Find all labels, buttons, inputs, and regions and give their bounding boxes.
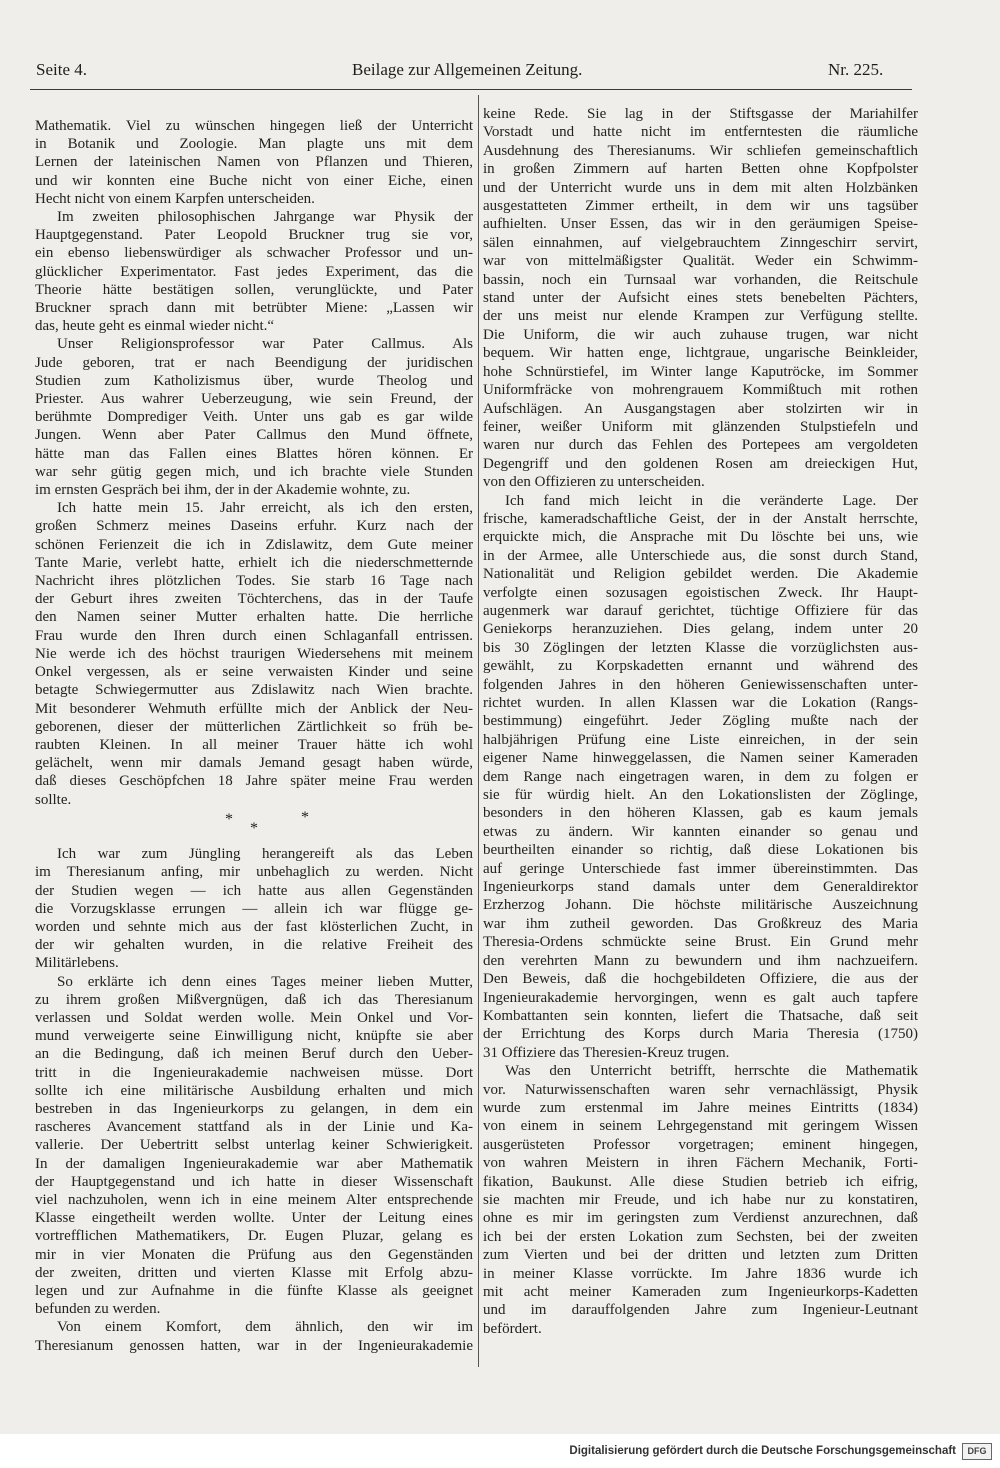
text-line: Uniformfräcke von mohrengrauem Kommißtuch mit rothen (483, 382, 918, 399)
text-line: Degengriff und den goldenen Rosen am dreieckigen Hut, (483, 455, 918, 472)
paragraph (35, 845, 473, 972)
text-line: Klasse eingetheilt werden wollte. Unter der Leitung eines (35, 1210, 473, 1227)
text-line: Mathematik. Viel zu wünschen hingegen ließ der Unterricht (35, 118, 473, 134)
text-line: eigener Name hinweggelassen, die Namen seiner Kameraden (483, 750, 918, 767)
text-line: verlassen und Soldat werden wolle. Mein Onkel und Vor- (35, 1009, 473, 1026)
text-line: bassin, noch ein Turnsaal war vorhanden, die Reitschule (483, 271, 918, 288)
text-line: mir in vier Monaten die Prüfung aus den Gegenständen (35, 1246, 473, 1263)
text-line: an die Bedingung, daß ich meinen Beruf durch den Ueber- (35, 1046, 473, 1063)
text-line: war sehr gütig gegen mich, und ich brachte viele Stunden (35, 463, 473, 480)
text-line: dem Range nach eingetragen waren, in dem zu folgen er (483, 768, 918, 785)
text-line: Aufschlägen. An Ausgangstagen aber stolzirten wir in (483, 400, 918, 417)
text-line: daß dieses Geschöpfchen 18 Jahre später meine Frau werden (35, 773, 473, 790)
text-line: fikation, Baukunst. Alle diese Studien betrieb ich eifrig, (483, 1173, 918, 1190)
text-line: mund verweigerte seine Einwilligung nicht, knüpfte sie aber (35, 1028, 473, 1045)
text-line: der uns meist nur elende Krampen zur Verfügung stellte. (483, 308, 918, 325)
column-2 (483, 105, 918, 1338)
text-line: war ihm zutheil geworden. Das Großkreuz des Maria (483, 915, 918, 932)
text-line: der Studien wegen — ich hatte aus allen Gegenständen (35, 882, 473, 899)
text-line: sie machten mir Freude, und ich habe nur zu konstatiren, (483, 1191, 918, 1208)
text-line: von den Offizieren zu unterscheiden. (483, 474, 705, 491)
text-line: bis 30 Zöglingen der letzten Klasse die vorzüglichsten aus- (483, 639, 918, 656)
text-line: Nachricht ihres plötzlichen Todes. Sie starb 16 Tage nach (35, 573, 473, 590)
text-line: Ingenieurkorps stand damals unter dem Generaldirektor (483, 879, 918, 896)
paragraph (35, 208, 473, 335)
text-line: folgenden Jahres in den höheren Geniewissenschaften unter- (483, 676, 918, 693)
text-line: Militärlebens. (35, 955, 119, 972)
text-line: und der Unterricht wurde uns in dem mit alten Holzbänken (483, 179, 918, 196)
text-line: Bruckner sprach dann mit betrübter Miene: „Lassen wir (35, 300, 473, 317)
text-line: Geniekorps heranzuziehen. Dies gelang, indem unter 20 (483, 621, 918, 638)
text-line: Ich fand mich leicht in die veränderte Lage. Der (505, 492, 918, 509)
text-line: feiner, weißer Uniform mit glänzenden Stulpstiefeln und (483, 418, 918, 435)
text-line: mit acht meiner Kameraden zum Ingenieurkorps-Kadetten (483, 1284, 918, 1300)
text-line: hätte man das Fallen eines Blattes hören können. Er (35, 445, 473, 462)
text-line: und im darauffolgenden Jahre zum Ingenieur-Leutnant (483, 1302, 918, 1319)
text-line: befördert. (483, 1320, 542, 1337)
text-line: Unser Religionsprofessor war Pater Callmus. Als (57, 336, 473, 353)
text-line: Jude geboren, trat er nach Beendigung der juridischen (35, 354, 473, 371)
text-line: Mit besonderer Wehmuth erfüllte mich der Anblick der Neu- (35, 700, 473, 717)
text-line: rascheres Avancement stattfand als in der Linie und Ka- (35, 1119, 473, 1136)
text-line: Frau wurde den Ihren durch einen Schlaganfall entrissen. (35, 627, 473, 644)
text-line: den verehrten Mann zu bewundern und ihm nachzueifern. (483, 952, 918, 969)
text-line: von einem in seinem Lehrgegenstand mit geringem Wissen (483, 1118, 918, 1135)
text-line: der wir gehalten wurden, in die relative Freiheit des (35, 937, 473, 954)
text-line: sie für würdig hielt. An den Lokationslisten der Zöglinge, (483, 787, 918, 804)
text-line: der zweiten, dritten und vierten Klasse mit Erfolg abzu- (35, 1264, 473, 1281)
text-line: zum Vierten und bei der dritten und letzten zum Dritten (483, 1247, 918, 1264)
text-line: ausgestatteten Zimmer ertheilt, in dem wir uns tagsüber (483, 198, 918, 215)
text-line: viel nachzuholen, wenn ich in eine meinem Alter entsprechende (35, 1191, 473, 1208)
text-line: in meiner Klasse vorrückte. Im Jahre 1836 wurde ich (483, 1265, 918, 1282)
text-line: schönen Ferienzeit die ich in Zdislawitz, dem Gute meiner (35, 536, 473, 553)
text-line: waren nur durch das Fehlen des Portepees am vergoldeten (483, 437, 918, 454)
paragraph (483, 1062, 918, 1338)
text-line: Hauptgegenstand. Pater Leopold Bruckner trug sie vor, (35, 227, 473, 244)
text-line: in der Armee, alle Unterschiede aus, die sonst durch Stand, (483, 547, 918, 564)
text-line: in Botanik und Zoologie. Man plagte uns mit dem (35, 136, 473, 153)
column-divider (478, 95, 479, 1367)
header-rule (30, 89, 912, 90)
text-line: tritt in die Ingenieurakademie nachweisen müsse. Dort (35, 1064, 473, 1081)
text-line: sollte. (35, 791, 72, 808)
text-line: stand unter der Aufsicht eines stets benebelten Pächters, (483, 290, 918, 307)
text-line: beurtheilten einander so richtig, daß diese Lokationen bis (483, 842, 918, 859)
funding-notice: Digitalisierung gefördert durch die Deutsche Forschungsgemeinschaft (569, 1445, 956, 1457)
text-line: Nie werde ich des höchst traurigen Wiedersehens mit meinem (35, 645, 473, 662)
text-line: Ingenieurakademie hervorgingen, wenn es galt auch tapfere (483, 989, 918, 1006)
page-number: Seite 4. (36, 60, 87, 79)
text-line: Vorstadt und hatte nicht im entferntesten die räumliche (483, 124, 918, 141)
text-line: hohe Schnürstiefel, im Winter lange Kaputröcke, im Sommer (483, 363, 918, 380)
text-line: Theorie hätte bestätigen sollen, verunglückte, und Pater (35, 281, 473, 298)
text-line: Den Beweis, daß die hochgebildeten Offiziere, die aus der (483, 971, 918, 988)
text-line: worden und sehnte mich aus der fast klösterlichen Zucht, in (35, 918, 473, 935)
text-line: erquickte mich, die Ansprache mit Du löschte bei uns, wie (483, 529, 918, 546)
text-line: bestimmung) eingeführt. Jeder Zögling mußte nach der (483, 713, 918, 730)
text-line: der Hauptgegenstand und ich hatte in dieser Wissenschaft (35, 1173, 473, 1190)
text-line: der Geburt ihres zweiten Töchterchens, das in der Taufe (35, 591, 473, 608)
text-line: Ich war zum Jüngling herangereift als das Leben (57, 846, 473, 863)
text-line: Priester. Aus wahrer Ueberzeugung, wie sein Freund, der (35, 391, 473, 408)
text-line: Ausdehnung des Theresianums. Wir schliefen gemeinschaftlich (483, 142, 918, 159)
text-line: besonders in den höheren Klassen, gab es kaum jemals (483, 805, 918, 822)
text-line: auf geringe Unterschiede fast immer übereinstimmten. Das (483, 860, 918, 877)
text-line: frische, kameradschaftliche Geist, der in der Anstalt herrschte, (483, 510, 918, 527)
text-line: bequem. Wir hatten enge, lichtgraue, ungarische Beinkleider, (483, 345, 918, 362)
text-line: legen und zur Aufnahme in die fünfte Klasse als geeignet (35, 1282, 473, 1299)
text-line: im ernsten Gespräch bei ihm, der in der Akademie wohnte, zu. (35, 482, 411, 499)
text-line: den Namen seiner Mutter erhalten hatte. Die herrliche (35, 609, 473, 626)
text-line: Was den Unterricht betrifft, herrschte die Mathematik (505, 1063, 918, 1080)
dfg-logo-icon: DFG (962, 1443, 992, 1460)
text-line: das, heute geht es einmal wieder nicht.“ (35, 318, 275, 335)
issue-number: Nr. 225. (828, 60, 884, 79)
text-line: vallerie. Der Uebertritt selbst unterlag keiner Schwierigkeit. (35, 1137, 473, 1154)
text-line: etwas zu ändern. Wir kannten einander so genau und (483, 823, 918, 840)
text-line: sollte ich eine militärische Ausbildung erhalten und mich (35, 1082, 473, 1099)
text-line: war von mittelmäßigster Qualität. Weder ein Schwimm- (483, 253, 918, 270)
text-line: gelächelt, wenn mir damals Jemand gesagt haben würde, (35, 755, 473, 772)
text-line: gewählt, zu Korpskadetten ernannt und während des (483, 658, 918, 675)
text-line: glücklicher Experimentator. Fast jedes Experiment, das die (35, 263, 473, 280)
text-line: ohne es mir im geringsten zum Verdienst anzurechnen, daß (483, 1210, 918, 1227)
text-line: verfolgte einen sozusagen egoistischen Zweck. Ihr Haupt- (483, 584, 918, 601)
text-line: und wir konnten eine Buche nicht von einer Eiche, einen (35, 172, 473, 189)
asterisk-mark: * (250, 819, 258, 837)
text-line: Von einem Komfort, dem ähnlich, den wir im (57, 1319, 473, 1336)
publication-title: Beilage zur Allgemeinen Zeitung. (352, 60, 583, 79)
text-line: richtet wurden. In allen Klassen war die Lokation (Rangs- (483, 695, 918, 711)
text-line: der Errichtung des Korps durch Maria Theresia (1750) (483, 1026, 918, 1043)
text-line: Tante Marie, verlebt hatte, erhielt ich die niederschmetternde (35, 554, 473, 571)
paragraph (35, 973, 473, 1319)
paragraph (35, 117, 473, 208)
text-line: im Theresianum anfing, mir unbehaglich zu werden. Nicht (35, 864, 473, 881)
text-line: bestreben in das Ingenieurkorps zu gelangen, in dem ein (35, 1100, 473, 1117)
text-line: So erklärte ich denn eines Tages meiner lieben Mutter, (57, 973, 473, 990)
text-line: berühmte Domprediger Veith. Unter uns gab es gar wilde (35, 409, 473, 426)
paragraph (35, 1318, 473, 1354)
text-line: Theresia-Ordens schmückte seine Brust. Ein Grund mehr (483, 934, 918, 951)
text-line: augenmerk war darauf gerichtet, tüchtige Offiziere für das (483, 602, 918, 619)
text-line: Erzherzog Johann. Die höchste militärische Auszeichnung (483, 897, 918, 914)
text-line: wurde zum erstenmal im Jahre meines Eintritts (1834) (483, 1099, 918, 1116)
paragraph (35, 335, 473, 499)
column-1 (35, 117, 473, 1355)
text-line: raubten Kleinen. In all meiner Trauer hätte ich wohl (35, 736, 473, 753)
text-line: vor. Naturwissenschaften waren sehr vernachlässigt, Physik (483, 1081, 918, 1098)
text-line: Hecht nicht von einem Karpfen unterscheiden. (35, 190, 315, 207)
text-line: halbjährigen Prüfung eine Liste einreichen, in der sein (483, 731, 918, 748)
asterisk-mark: * (225, 810, 233, 828)
text-line: Theresianum genossen hatten, war in der Ingenieurakademie (35, 1337, 473, 1354)
text-line: Onkel vergessen, als er seine verwaisten Kinder und seine (35, 664, 473, 681)
text-line: sälen einnahmen, auf vielgebrauchtem Zinngeschirr servirt, (483, 234, 918, 251)
text-line: Kombattanten sein konnten, liefert die Thatsache, daß seit (483, 1007, 918, 1024)
text-line: Lernen der lateinischen Namen von Pflanzen und Thieren, (35, 154, 473, 171)
text-line: betagte Schwiegermutter aus Zdislawitz nach Wien brachte. (35, 682, 473, 699)
text-line: großen Schmerz meines Daseins erfuhr. Kurz nach der (35, 518, 473, 535)
paragraph (35, 499, 473, 808)
text-line: Nationalität und Religion gebildet werden. Die Akademie (483, 566, 918, 583)
text-line: von wahren Meistern in ihren Fächern Mechanik, Forti- (483, 1155, 918, 1172)
text-line: In der damaligen Ingenieurakademie war aber Mathematik (35, 1155, 473, 1172)
asterisk-mark: * (301, 808, 309, 826)
text-line: Im zweiten philosophischen Jahrgange war Physik der (57, 209, 473, 226)
text-line: in großen Zimmern auf harten Betten ohne Kopfpolster (483, 161, 918, 178)
text-line: zu ihrem großen Mißvergnügen, daß ich das Theresianum (35, 991, 473, 1008)
text-line: 31 Offiziere das Theresien-Kreuz trugen. (483, 1044, 730, 1061)
text-line: Jungen. Wenn aber Pater Callmus den Mund öffnete, (35, 427, 473, 444)
text-line: aufhielten. Unser Essen, das wir in den geräumigen Speise- (483, 216, 918, 233)
paragraph (483, 492, 918, 1063)
section-separator (35, 809, 473, 845)
text-line: vortrefflichen Mathematikers, Dr. Eugen Pluzar, gelang es (35, 1228, 473, 1245)
text-line: die Vorzugsklasse errungen — allein ich war flügge ge- (35, 900, 473, 917)
text-line: ausgerüsteten Professor vorgetragen; eminent hingegen, (483, 1136, 918, 1153)
text-line: Ich hatte mein 15. Jahr erreicht, als ich den ersten, (57, 500, 473, 517)
text-line: Die Uniform, die wir auch zuhause trugen, war nicht (483, 326, 918, 343)
text-line: keine Rede. Sie lag in der Stiftsgasse der Mariahilfer (483, 106, 918, 122)
text-line: ein ebenso liebenswürdiger als schwacher Professor und un- (35, 245, 473, 262)
text-line: ich bei der ersten Lokation zum Sechsten, bei der zweiten (483, 1228, 918, 1245)
text-line: Studien zum Katholizismus über, wurde Theolog und (35, 372, 473, 389)
text-line: geborenen, dieser der mütterlichen Zärtlichkeit so früh be- (35, 718, 473, 735)
text-line: befunden zu werden. (35, 1301, 161, 1318)
paragraph (483, 105, 918, 492)
digitization-footer (0, 1434, 1000, 1468)
